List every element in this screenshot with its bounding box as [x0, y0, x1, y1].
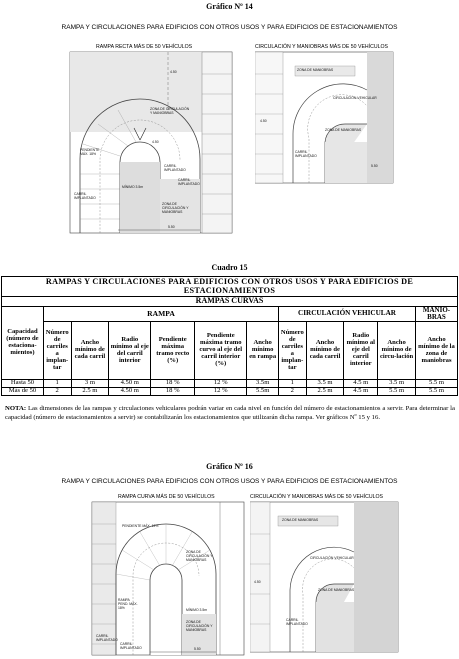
- cell: 5.5 m: [378, 388, 416, 396]
- th-c-radio: Radio mínimo al eje del carril interior: [344, 322, 378, 380]
- g14-dim-top: 4.50: [170, 70, 177, 74]
- g14-carril-impl3: CARRIL IMPLANTADO: [74, 192, 96, 200]
- cell: Hasta 50: [2, 380, 44, 388]
- g16-minimo: MÍNIMO 3.5m: [186, 608, 208, 612]
- g16-carril2: CARRIL IMPLANTADO: [120, 642, 142, 650]
- g14r-zona-maniobras2: ZONA DE MANIOBRAS: [325, 128, 362, 132]
- th-ancho-rampa: Ancho mínimo en rampa: [247, 322, 279, 380]
- cell: 1: [43, 380, 71, 388]
- g16-dim: 5.50: [194, 647, 201, 651]
- g16-zona2: ZONA DE CIRCULACIÓN Y MANIOBRAS: [186, 620, 213, 632]
- grafico16-figure-title: RAMPA Y CIRCULACIONES PARA EDIFICIOS CON OTROS USOS Y PARA EDIFICIOS DE ESTACIONAMIENTOS: [61, 478, 398, 485]
- cell: 3.5m: [247, 380, 279, 388]
- g16r-dim: 4.50: [254, 580, 261, 584]
- cell: 18 %: [151, 380, 195, 388]
- grafico14-left-title: RAMPA RECTA MÁS DE 50 VEHÍCULOS: [96, 44, 193, 50]
- th-radio: Radio mínimo al eje del carril interior: [109, 322, 151, 380]
- g16r-circ: CIRCULACIÓN VEHICULAR: [310, 556, 354, 560]
- cell: 2.5 m: [71, 388, 109, 396]
- nota-text: Las dimensiones de las rampas y circulaciones vehiculares podrán variar en cada nivel en función del número de estacionamientos a servir. Para determinar la capacidad (número de estacionamientos a servir) se contabilizarán los estacionamientos que utilizarán dicha rampa. Ver gráficos Nº 15 y 16.: [5, 405, 456, 421]
- g16-zona: ZONA DE CIRCULACIÓN Y MANIOBRAS: [186, 550, 213, 562]
- th-group-rampa: RAMPA: [43, 306, 278, 322]
- cell: 12 %: [195, 388, 247, 396]
- grafico16-right-drawing: [250, 494, 400, 654]
- cell: 3 m: [71, 380, 109, 388]
- g16-pend: PENDIENTE MÁX. 12%: [122, 524, 159, 528]
- grafico16-left-title: RAMPA CURVA MÁS DE 50 VEHÍCULOS: [118, 494, 215, 500]
- grafico14-right-drawing: [255, 44, 395, 184]
- cell: 1: [279, 380, 307, 388]
- grafico14-left-drawing: [68, 44, 233, 234]
- th-c-ancho-circ: Ancho mínimo de circu-lación: [378, 322, 416, 380]
- grafico14-figure-title: RAMPA Y CIRCULACIONES PARA EDIFICIOS CON OTROS USOS Y PARA EDIFICIOS DE ESTACIONAMIENTOS: [61, 24, 398, 31]
- grafico16-heading: Gráfico Nº 16: [206, 462, 253, 471]
- g14-carril-impl2: CARRIL IMPLANTADO: [178, 178, 200, 186]
- grafico16-right-title: CIRCULACIÓN Y MANIOBRAS MÁS DE 50 VEHÍCULOS: [250, 494, 383, 500]
- g14r-dim: 4.50: [260, 119, 267, 123]
- cuadro15-subtitle: RAMPAS CURVAS: [2, 297, 458, 306]
- g14-carril-impl: CARRIL IMPLANTADO: [164, 164, 186, 172]
- g14r-dim2: 5.50: [371, 164, 378, 168]
- nota-label: NOTA:: [5, 405, 27, 412]
- g16r-carril: CARRIL IMPLANTADO: [286, 618, 308, 626]
- th-c-num-carriles: Número de carriles a implan-tar: [279, 322, 307, 380]
- th-ancho-maniobras: Ancho mínimo de la zona de maniobras: [416, 322, 458, 380]
- g14-pendiente: PENDIENTE MÁX. 18%: [80, 148, 100, 156]
- cell: 5.5 m: [416, 388, 458, 396]
- g16r-zona-maniobras: ZONA DE MANIOBRAS: [282, 518, 319, 522]
- cell: 12 %: [195, 380, 247, 388]
- cell: 2.5 m: [306, 388, 344, 396]
- cuadro15-title: RAMPAS Y CIRCULACIONES PARA EDIFICIOS CON OTROS USOS Y PARA EDIFICIOS DE ESTACIONAMIENTOS: [2, 277, 458, 297]
- g14-radio: 4.50: [152, 140, 159, 144]
- cell: 18 %: [151, 388, 195, 396]
- th-num-carriles: Número de carriles a implan-tar: [43, 322, 71, 380]
- g14-dim-bottom: 5.50: [168, 225, 175, 229]
- grafico14-heading: Gráfico Nº 14: [206, 2, 253, 11]
- cell: 3.5 m: [378, 380, 416, 388]
- cuadro15-table: [1, 276, 458, 396]
- g16r-zona-maniobras2: ZONA DE MANIOBRAS: [318, 588, 355, 592]
- g14-zona-circulacion: ZONA DE CIRCULACIÓN Y MANIOBRAS: [150, 107, 190, 115]
- cell: 4.50 m: [109, 388, 151, 396]
- cell: 5.5 m: [416, 380, 458, 388]
- cell: 5.5m: [247, 388, 279, 396]
- g14r-zona-maniobras: ZONA DE MANIOBRAS: [297, 68, 334, 72]
- th-c-ancho-carril: Ancho mínimo de cada carril: [306, 322, 344, 380]
- g16-rampa: RAMPA PEND. MÁX. 18%: [118, 598, 138, 610]
- th-group-circ: CIRCULACIÓN VEHICULAR: [279, 306, 416, 322]
- table-row: [2, 388, 458, 396]
- th-group-maniobras: MANIO-BRAS: [416, 306, 458, 322]
- g14r-circ-vehicular: CIRCULACIÓN VEHICULAR: [333, 96, 377, 100]
- th-capacidad: Capacidad (número de estaciona-mientos): [2, 306, 44, 380]
- cell: 3.5 m: [306, 380, 344, 388]
- cell: 4.50 m: [109, 380, 151, 388]
- cell: 2: [43, 388, 71, 396]
- g16-carril: CARRIL IMPLANTADO: [96, 634, 118, 642]
- g14-minimo: MÍNIMO 3.5m: [122, 185, 144, 189]
- cuadro15-nota: [5, 405, 455, 423]
- cuadro15-heading: Cuadro 15: [211, 263, 248, 272]
- g14r-carril: CARRIL IMPLANTADO: [295, 150, 317, 158]
- g14-zona-circ2: ZONA DE CIRCULACIÓN Y MANIOBRAS: [162, 202, 189, 214]
- cell: 4.5 m: [344, 388, 378, 396]
- th-pend-curvo: Pendiente máxima tramo curvo al eje del carril interior (%): [195, 322, 247, 380]
- grafico14-right-title: CIRCULACIÓN Y MANIOBRAS MÁS DE 50 VEHÍCULOS: [255, 44, 388, 50]
- th-ancho-carril: Ancho mínimo de cada carril: [71, 322, 109, 380]
- cell: Más de 50: [2, 388, 44, 396]
- cell: 2: [279, 388, 307, 396]
- cell: 4.5 m: [344, 380, 378, 388]
- th-pend-recto: Pendiente máxima tramo recto (%): [151, 322, 195, 380]
- grafico16-left-drawing: [90, 494, 245, 656]
